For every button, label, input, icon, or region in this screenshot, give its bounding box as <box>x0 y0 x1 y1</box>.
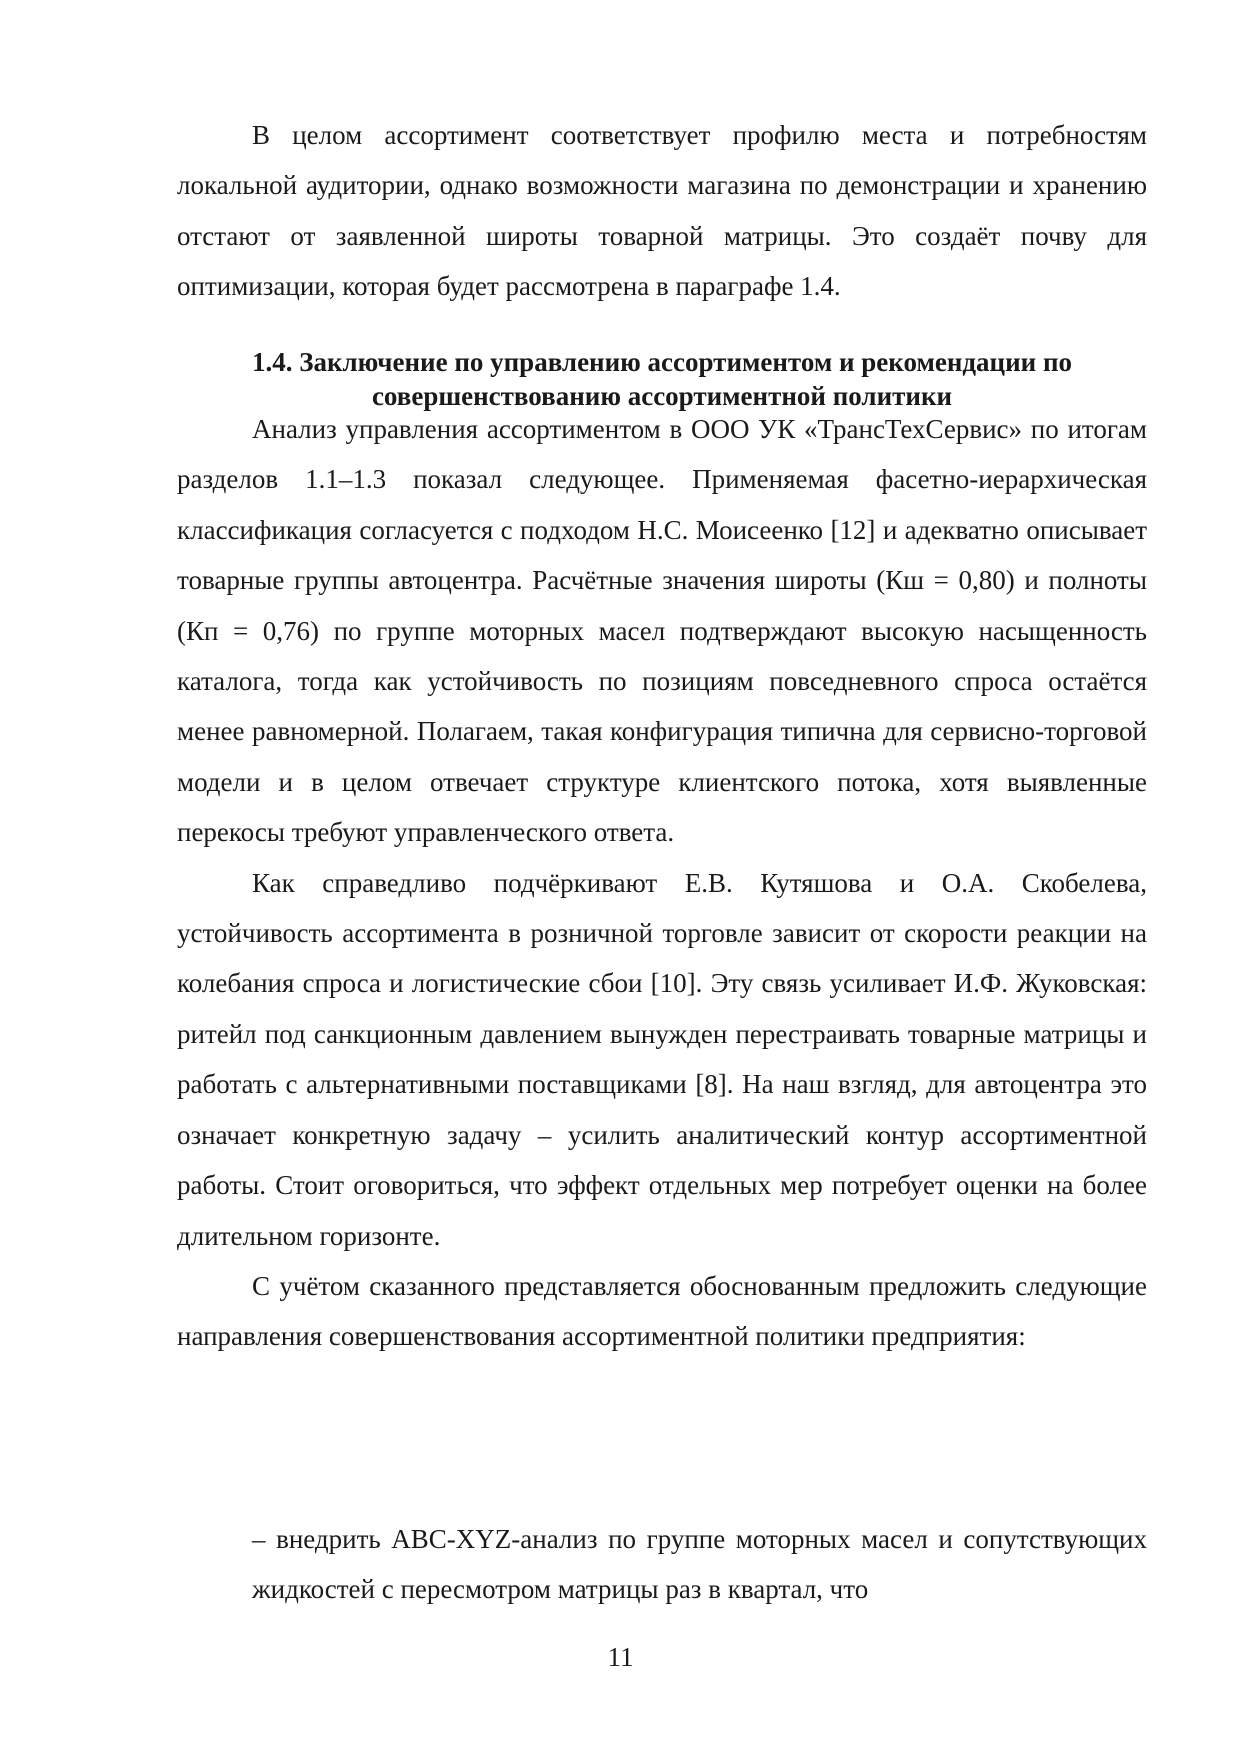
paragraph-analysis: Анализ управления ассортиментом в ООО УК «ТрансТехСервис» по итогам разделов 1.1–1.3 показал следующее. Применяемая фасетно-иерархическая классификация согласуется с подходом Н.С. Моисеенко [12] и адекватно описывает товарные группы автоцентра. Расчётные значения широты (Кш = 0,80) и полноты (Кп = 0,76) по группе моторных масел подтверждают высокую насыщенность каталога, тогда как устойчивость по позициям повседневного спроса остаётся менее равномерной. Полагаем, такая конфигурация типична для сервисно-торговой модели и в целом отвечает структуре клиентского потока, хотя выявленные перекосы требуют управленческого ответа. <box>177 414 1147 848</box>
page-number: 11 <box>607 1642 634 1672</box>
paragraph-directions: С учётом сказанного представляется обоснованным предложить следующие направления совершенствования ассортиментной политики предприятия: <box>177 1270 1147 1352</box>
paragraph-intro: В целом ассортимент соответствует профилю места и потребностям локальной аудитории, однако возможности магазина по демонстрации и хранению отстают от заявленной широты товарной матрицы. Это создаёт почву для оптимизации, которая будет рассмотрена в параграфе 1.4. <box>177 120 1147 302</box>
paragraph-sources: Как справедливо подчёркивают Е.В. Кутяшова и О.А. Скобелева, устойчивость ассортимента в розничной торговле зависит от скорости реакции на колебания спроса и логистические сбои [10]. Эту связь усиливает И.Ф. Жуковская: ритейл под санкционным давлением вынужден перестраивать товарные матрицы и работать с альтернативными поставщиками [8]. На наш взгляд, для автоцентра это означает конкретную задачу – усилить аналитический контур ассортиментной работы. Стоит оговориться, что эффект отдельных мер потребует оценки на более длительном горизонте. <box>177 867 1147 1251</box>
main-text-block <box>177 404 1147 1362</box>
section-heading: 1.4. Заключение по управлению ассортиментом и рекомендации по совершенствованию ассортиментной политики <box>251 347 1073 411</box>
intro-paragraph-block <box>177 110 1147 312</box>
list-item-1: – внедрить ABC-XYZ-анализ по группе моторных масел и сопутствующих жидкостей с пересмотром матрицы раз в квартал, что <box>252 1524 1147 1605</box>
